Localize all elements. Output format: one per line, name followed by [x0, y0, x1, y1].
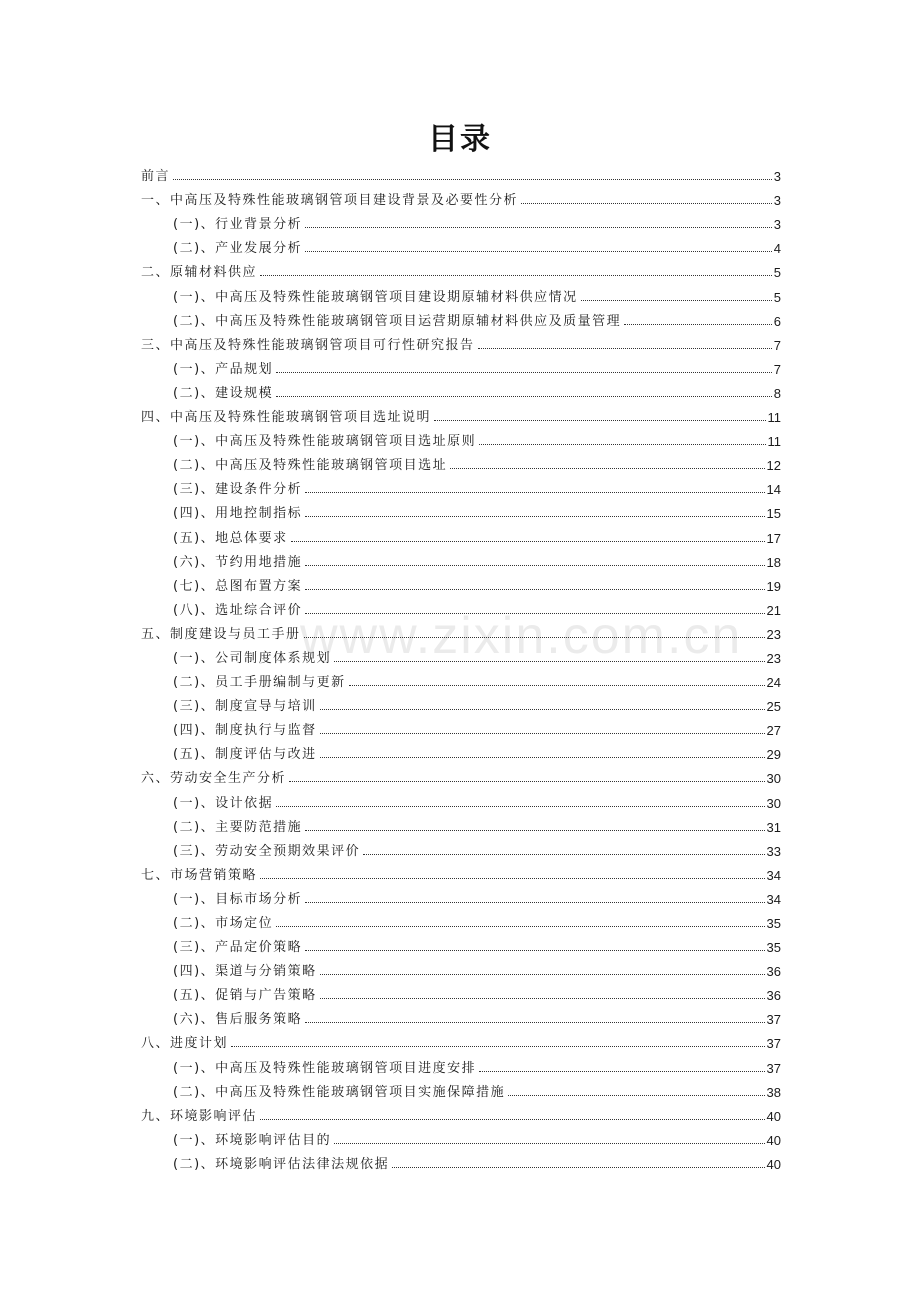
toc-entry-page-number: 40: [766, 1108, 781, 1124]
dot-leader: [260, 878, 765, 879]
toc-entry-page-number: 11: [767, 410, 781, 426]
dot-leader: [334, 661, 764, 662]
toc-entry-label: (三)、产品定价策略: [173, 940, 303, 956]
toc-entry-page-number: 3: [773, 169, 781, 185]
dot-leader: [260, 275, 772, 276]
toc-entry-section[interactable]: [141, 1124, 781, 1148]
toc-entry-label: 七、市场营销策略: [141, 867, 258, 883]
toc-entry-page-number: 3: [773, 193, 781, 209]
toc-entry-section[interactable]: [141, 521, 781, 545]
dot-leader: [624, 324, 772, 325]
dot-leader: [173, 179, 772, 180]
toc-entry-label: 八、进度计划: [141, 1036, 229, 1052]
dot-leader: [320, 757, 765, 758]
toc-entry-page-number: 37: [766, 1060, 781, 1076]
toc-entry-section[interactable]: [141, 473, 781, 497]
dot-leader: [289, 781, 765, 782]
dot-leader: [320, 709, 765, 710]
dot-leader: [305, 251, 772, 252]
toc-entry-label: (八)、选址综合评价: [173, 602, 303, 618]
toc-entry-page-number: 5: [773, 289, 781, 305]
toc-entry-chapter[interactable]: [141, 256, 781, 280]
toc-entry-chapter[interactable]: [141, 401, 781, 425]
dot-leader: [276, 372, 772, 373]
dot-leader: [305, 1022, 764, 1023]
toc-entry-section[interactable]: [141, 305, 781, 329]
toc-entry-page-number: 23: [766, 650, 781, 666]
dot-leader: [305, 589, 764, 590]
toc-entry-label: (三)、建设条件分析: [173, 482, 303, 498]
toc-entry-section[interactable]: [141, 1076, 781, 1100]
dot-leader: [276, 926, 764, 927]
toc-entry-section[interactable]: [141, 955, 781, 979]
dot-leader: [305, 950, 764, 951]
toc-entry-label: 二、原辅材料供应: [141, 265, 258, 281]
dot-leader: [305, 830, 764, 831]
dot-leader: [434, 420, 765, 421]
dot-leader: [392, 1167, 764, 1168]
toc-entry-page-number: 37: [766, 1036, 781, 1052]
toc-entry-label: (一)、中高压及特殊性能玻璃钢管项目建设期原辅材料供应情况: [173, 289, 578, 305]
dot-leader: [521, 203, 772, 204]
toc-entry-page-number: 34: [766, 867, 781, 883]
toc-entry-label: (七)、总图布置方案: [173, 578, 303, 594]
dot-leader: [305, 902, 764, 903]
toc-entry-label: (一)、中高压及特殊性能玻璃钢管项目进度安排: [173, 1060, 477, 1076]
toc-entry-section[interactable]: [141, 786, 781, 810]
toc-entry-section[interactable]: [141, 280, 781, 304]
toc-entry-chapter[interactable]: [141, 329, 781, 353]
toc-entry-section[interactable]: [141, 811, 781, 835]
toc-entry-page-number: 6: [773, 313, 781, 329]
dot-leader: [304, 637, 765, 638]
toc-entry-chapter[interactable]: [141, 184, 781, 208]
toc-entry-label: (五)、促销与广告策略: [173, 988, 317, 1004]
toc-entry-label: (四)、制度执行与监督: [173, 723, 317, 739]
toc-entry-label: (二)、产业发展分析: [173, 241, 303, 257]
toc-entry-label: (二)、中高压及特殊性能玻璃钢管项目运营期原辅材料供应及质量管理: [173, 313, 622, 329]
toc-entry-page-number: 30: [766, 795, 781, 811]
toc-entry-section[interactable]: [141, 570, 781, 594]
toc-entry-label: (一)、产品规划: [173, 361, 274, 377]
toc-entry-label: (三)、制度宣导与培训: [173, 699, 317, 715]
toc-entry-chapter[interactable]: [141, 1027, 781, 1051]
toc-entry-page-number: 25: [766, 699, 781, 715]
toc-entry-label: (六)、售后服务策略: [173, 1012, 303, 1028]
dot-leader: [581, 300, 772, 301]
toc-entry-label: (六)、节约用地措施: [173, 554, 303, 570]
toc-entry-page-number: 15: [766, 506, 781, 522]
toc-entry-section[interactable]: [141, 931, 781, 955]
toc-entry-chapter[interactable]: [141, 762, 781, 786]
dot-leader: [231, 1046, 765, 1047]
toc-entry-label: (一)、目标市场分析: [173, 891, 303, 907]
toc-entry-label: (二)、市场定位: [173, 916, 274, 931]
dot-leader: [276, 806, 764, 807]
toc-entry-page-number: 38: [766, 1084, 781, 1100]
toc-entry-page-number: 36: [766, 988, 781, 1004]
toc-entry-label: (二)、中高压及特殊性能玻璃钢管项目实施保障措施: [173, 1084, 506, 1100]
toc-entry-section[interactable]: [141, 714, 781, 738]
toc-entry-chapter[interactable]: [141, 618, 781, 642]
dot-leader: [260, 1119, 765, 1120]
dot-leader: [276, 396, 772, 397]
toc-entry-label: 九、环境影响评估: [141, 1108, 258, 1124]
dot-leader: [479, 1071, 764, 1072]
toc-entry-label: 六、劳动安全生产分析: [141, 771, 287, 787]
dot-leader: [334, 1143, 764, 1144]
toc-entry-page-number: 34: [766, 891, 781, 907]
dot-leader: [320, 733, 765, 734]
toc-entry-label: (二)、员工手册编制与更新: [173, 675, 346, 691]
toc-entry-section[interactable]: [141, 642, 781, 666]
toc-entry-label: (一)、中高压及特殊性能玻璃钢管项目选址原则: [173, 434, 477, 450]
toc-entry-label: 五、制度建设与员工手册: [141, 626, 301, 642]
toc-entry-label: (五)、地总体要求: [173, 530, 288, 546]
toc-entry-page-number: 35: [766, 940, 781, 956]
toc-entry-page-number: 18: [766, 554, 781, 570]
toc-entry-section[interactable]: [141, 594, 781, 618]
toc-entry-section[interactable]: [141, 425, 781, 449]
toc-entry-page-number: 29: [766, 747, 781, 763]
toc-entry-page-number: 37: [766, 1012, 781, 1028]
toc-entry-page-number: 27: [766, 723, 781, 739]
toc-entry-section[interactable]: [141, 835, 781, 859]
toc-entry-section[interactable]: [141, 449, 781, 473]
toc-entry-section[interactable]: [141, 979, 781, 1003]
toc-entry-label: (三)、劳动安全预期效果评价: [173, 843, 361, 859]
toc-entry-page-number: 40: [766, 1156, 781, 1172]
toc-entry-label: 一、中高压及特殊性能玻璃钢管项目建设背景及必要性分析: [141, 193, 519, 209]
page-title: 目录: [428, 122, 492, 157]
toc-entry-page-number: 40: [766, 1132, 781, 1148]
toc-entry-page-number: 21: [766, 602, 781, 618]
toc-entry-section[interactable]: [141, 690, 781, 714]
toc-entry-section[interactable]: [141, 497, 781, 521]
dot-leader: [479, 444, 765, 445]
toc-entry-page-number: 4: [773, 241, 781, 257]
dot-leader: [320, 974, 765, 975]
dot-leader: [508, 1095, 764, 1096]
dot-leader: [305, 613, 764, 614]
toc-entry-label: (二)、建设规模: [173, 385, 274, 401]
dot-leader: [305, 227, 772, 228]
toc-entry-page-number: 8: [773, 385, 781, 401]
dot-leader: [363, 854, 764, 855]
toc-entry-label: (一)、设计依据: [173, 795, 274, 811]
toc-entry-label: (一)、公司制度体系规划: [173, 650, 332, 666]
watermark: www.zixin.com.cn: [300, 607, 743, 665]
dot-leader: [450, 468, 764, 469]
toc-entry-label: (一)、环境影响评估目的: [173, 1132, 332, 1148]
toc-entry-page-number: 30: [766, 771, 781, 787]
dot-leader: [478, 348, 772, 349]
toc-entry-section[interactable]: [141, 738, 781, 762]
toc-entry-page-number: 14: [766, 482, 781, 498]
toc-entry-section[interactable]: [141, 1003, 781, 1027]
toc-entry-label: (一)、行业背景分析: [173, 217, 303, 233]
toc-entry-section[interactable]: [141, 1051, 781, 1075]
dot-leader: [305, 516, 764, 517]
toc-entry-label: (四)、渠道与分销策略: [173, 964, 317, 980]
table-of-contents: [141, 160, 781, 1172]
toc-entry-section[interactable]: [141, 232, 781, 256]
toc-entry-section[interactable]: [141, 353, 781, 377]
toc-entry-page-number: 3: [773, 217, 781, 233]
toc-entry-section[interactable]: [141, 377, 781, 401]
toc-entry-label: 三、中高压及特殊性能玻璃钢管项目可行性研究报告: [141, 337, 475, 353]
toc-entry-label: (二)、环境影响评估法律法规依据: [173, 1156, 390, 1172]
toc-entry-page-number: 7: [773, 361, 781, 377]
toc-entry-section[interactable]: [141, 883, 781, 907]
toc-entry-label: (二)、中高压及特殊性能玻璃钢管项目选址: [173, 458, 448, 474]
toc-entry-chapter[interactable]: [141, 1100, 781, 1124]
toc-entry-section[interactable]: [141, 1148, 781, 1172]
dot-leader: [305, 492, 764, 493]
toc-entry-label: (四)、用地控制指标: [173, 506, 303, 522]
toc-entry-page-number: 35: [766, 916, 781, 931]
dot-leader: [291, 541, 765, 542]
dot-leader: [305, 565, 764, 566]
toc-entry-page-number: 12: [766, 458, 781, 474]
toc-entry-page-number: 31: [766, 819, 781, 835]
toc-entry-page-number: 33: [766, 843, 781, 859]
toc-entry-page-number: 19: [766, 578, 781, 594]
toc-entry-page-number: 11: [767, 434, 781, 450]
toc-entry-page-number: 36: [766, 964, 781, 980]
toc-entry-chapter[interactable]: [141, 859, 781, 883]
toc-entry-section[interactable]: [141, 208, 781, 232]
toc-entry-section[interactable]: [141, 666, 781, 690]
toc-entry-section[interactable]: [141, 546, 781, 570]
toc-entry-label: (五)、制度评估与改进: [173, 747, 317, 763]
toc-entry-page-number: 24: [766, 675, 781, 691]
toc-entry-section[interactable]: [141, 907, 781, 931]
toc-entry-label: (二)、主要防范措施: [173, 819, 303, 835]
toc-entry-page-number: 17: [766, 530, 781, 546]
toc-entry-label: 前言: [141, 169, 171, 185]
toc-entry-label: 四、中高压及特殊性能玻璃钢管项目选址说明: [141, 410, 432, 426]
toc-entry-page-number: 7: [773, 337, 781, 353]
toc-entry-chapter[interactable]: [141, 160, 781, 184]
toc-entry-page-number: 23: [766, 626, 781, 642]
toc-entry-page-number: 5: [773, 265, 781, 281]
dot-leader: [349, 685, 765, 686]
dot-leader: [320, 998, 765, 999]
